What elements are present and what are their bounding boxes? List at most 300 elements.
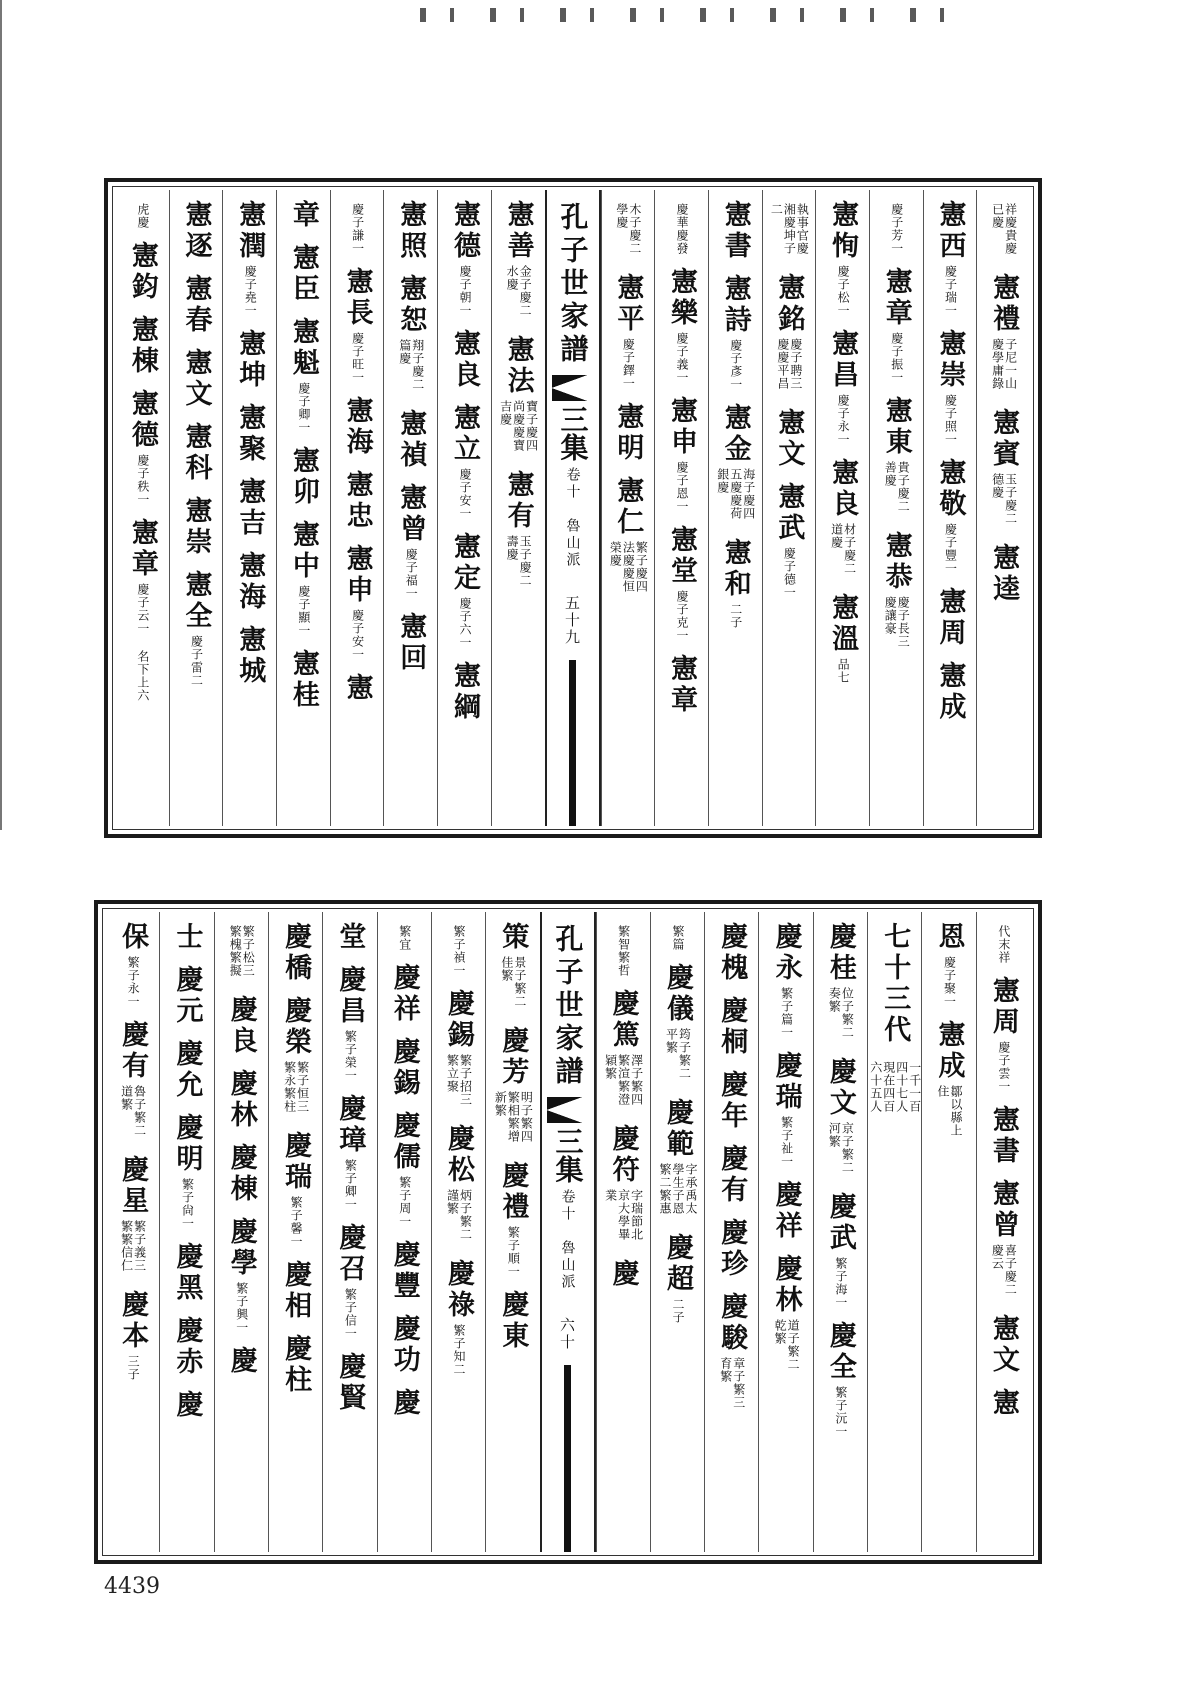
genealogy-entry	[612, 273, 644, 390]
descendant-note: 慶子長三慶讓豪	[883, 596, 911, 648]
descendant-note: 字瑞節北京大學畢業	[603, 1189, 644, 1241]
descendant-note: 明子繁四繁相繁增新繁	[493, 1091, 534, 1143]
genealogy-entry	[443, 1259, 475, 1376]
genealogy-entry	[770, 922, 802, 1039]
genealogy-entry	[351, 200, 364, 255]
person-name: 憲武	[773, 482, 805, 544]
person-name: 憲西	[934, 200, 966, 262]
person-name: 憲賓	[988, 408, 1020, 470]
descendant-note: 慶子恩一	[675, 461, 690, 513]
genealogy-entry	[117, 922, 149, 1008]
descendant-note: 金子慶二水慶	[505, 265, 533, 317]
genealogy-entry	[341, 470, 373, 532]
person-name: 憲逐	[180, 200, 212, 262]
descendant-note: 繁子海一	[833, 1257, 848, 1309]
person-name: 憲全	[180, 570, 212, 632]
fish-tail-mark-icon	[547, 1097, 589, 1123]
genealogy-entry	[234, 403, 266, 465]
descendant-note: 名下上六	[135, 650, 150, 702]
descendant-note: 繁子禎一	[452, 925, 467, 977]
person-name: 慶橋	[280, 922, 312, 984]
descendant-note: 慶子鐸一	[621, 338, 636, 390]
person-name: 慶	[171, 1390, 203, 1421]
genealogy-entry	[334, 1094, 366, 1211]
descendant-note: 繁篇	[670, 925, 685, 951]
genealogy-entry	[117, 1020, 149, 1143]
person-name: 憲禎	[395, 409, 427, 471]
person-name: 憲有	[502, 470, 534, 532]
descendant-note: 執事官慶湘慶坤子二	[769, 203, 810, 255]
genealogy-entry	[770, 1254, 802, 1377]
descendant-note: 筠子繁二平繁	[664, 1028, 692, 1080]
section-label: 卷十 魯山派	[564, 467, 581, 569]
genealogy-entry	[388, 1388, 420, 1419]
person-name: 慶良	[225, 995, 257, 1057]
top-right-col-8	[601, 190, 655, 826]
descendant-note: 慶子聚一	[942, 956, 957, 1008]
person-name: 保	[117, 922, 149, 953]
person-name: 憲海	[341, 396, 373, 458]
genealogy-entry	[225, 1069, 257, 1131]
descendant-note: 慶子豐一	[943, 523, 958, 575]
genealogy-entry	[136, 200, 149, 229]
genealogy-entry	[280, 996, 312, 1119]
descendant-note: 繁子祉一	[779, 1116, 794, 1168]
genealogy-entry	[341, 544, 373, 661]
person-name: 慶桂	[824, 922, 856, 984]
genealogy-entry	[126, 241, 158, 303]
genealogy-entry	[136, 647, 149, 702]
person-name: 憲文	[773, 408, 805, 470]
genealogy-entry	[287, 317, 319, 434]
person-name: 憲海	[234, 551, 266, 613]
person-name: 憲昌	[827, 329, 859, 391]
genealogy-entry	[773, 273, 805, 396]
descendant-note: 繁子周一	[397, 1176, 412, 1228]
descendant-note: 繁子義三繁繁信仁	[119, 1220, 147, 1272]
genealogy-entry	[615, 200, 641, 261]
person-name: 憲良	[448, 329, 480, 391]
descendant-note: 繁子順一	[506, 1226, 521, 1278]
genealogy-entry	[180, 348, 212, 410]
genealogy-entry	[934, 458, 966, 575]
genealogy-entry	[341, 267, 373, 384]
descendant-note: 子尼一山慶學庸錄	[990, 338, 1018, 390]
descendant-note: 慶子堯一	[243, 265, 258, 317]
genealogy-entry	[719, 538, 751, 629]
genealogy-entry	[934, 329, 966, 446]
genealogy-entry	[180, 274, 212, 336]
person-name: 慶祿	[443, 1259, 475, 1321]
top-right-col-6	[708, 190, 762, 826]
genealogy-entry	[398, 922, 411, 951]
genealogy-entry	[824, 1192, 856, 1309]
person-name: 憲曾	[987, 1179, 1019, 1241]
person-name: 憲卯	[287, 446, 319, 508]
bottom-right-col-5	[758, 912, 812, 1552]
genealogy-entry	[827, 329, 859, 446]
genealogy-entry	[448, 661, 480, 723]
descendant-note: 慶子義一	[675, 332, 690, 384]
person-name: 憲禮	[988, 273, 1020, 335]
descendant-note: 慶子振一	[889, 332, 904, 384]
genealogy-entry	[126, 315, 158, 377]
descendant-note: 慶子謙一	[350, 203, 365, 255]
descendant-note: 繁子慶四法慶慶恒榮慶	[608, 541, 649, 593]
bottom-right-col-6	[704, 912, 758, 1552]
top-right-col-4	[815, 190, 869, 826]
bottom-right-col-3	[867, 912, 921, 1552]
descendant-note: 慶子雲一	[996, 1041, 1011, 1093]
genealogy-entry	[225, 1346, 257, 1377]
genealogy-entry	[234, 551, 266, 613]
genealogy-page-59	[104, 178, 1042, 838]
genealogy-entry	[824, 1057, 856, 1180]
genealogy-entry	[497, 1290, 529, 1352]
person-name: 憲立	[448, 403, 480, 465]
scan-left-edge	[0, 0, 2, 830]
descendant-note: 慶子克一	[675, 590, 690, 642]
person-name: 憲城	[234, 625, 266, 687]
person-name: 憲良	[827, 458, 859, 520]
genealogy-entry	[661, 1233, 693, 1324]
person-name: 慶林	[770, 1254, 802, 1316]
descendant-note: 慶子福一	[404, 548, 419, 600]
genealogy-entry	[117, 1155, 149, 1278]
person-name: 憲定	[448, 532, 480, 594]
top-left-col-8	[116, 190, 169, 826]
genealogy-entry	[171, 965, 203, 1027]
person-name: 恩	[933, 922, 965, 953]
genealogy-entry	[502, 470, 534, 593]
descendant-note: 慶子六一	[457, 597, 472, 649]
genealogy-entry	[612, 402, 644, 464]
top-left-col-1	[491, 190, 545, 826]
person-name: 慶學	[225, 1217, 257, 1279]
genealogy-entry	[493, 1026, 532, 1149]
top-right-col-1	[976, 190, 1030, 826]
person-name: 憲鈞	[126, 241, 158, 303]
top-center-column	[545, 190, 601, 826]
genealogy-entry	[388, 963, 420, 1025]
descendant-note: 慶子卿一	[296, 382, 311, 434]
bottom-right-col-7	[650, 912, 704, 1552]
descendant-note: 慶子照一	[943, 394, 958, 446]
person-name: 章	[287, 200, 319, 231]
descendant-note: 字承禹太學生子恩繁二繁惠	[657, 1163, 698, 1215]
bottom-left-col-5	[268, 912, 322, 1552]
genealogy-entry	[180, 200, 212, 262]
genealogy-entry	[987, 1179, 1019, 1302]
genealogy-entry	[171, 922, 203, 953]
bottom-right-col-2	[921, 912, 975, 1552]
person-name: 憲書	[987, 1105, 1019, 1167]
genealogy-entry	[225, 1217, 257, 1334]
descendant-note: 二子	[728, 603, 743, 629]
person-name: 憲德	[448, 200, 480, 262]
person-name: 憲	[987, 1388, 1019, 1419]
descendant-note: 玉子慶二德慶	[990, 473, 1018, 525]
genealogy-entry	[448, 403, 480, 520]
genealogy-entry	[604, 989, 643, 1112]
person-name: 慶棟	[225, 1143, 257, 1205]
descendant-note: 慶子瑞一	[943, 265, 958, 317]
genealogy-entry	[987, 1388, 1019, 1419]
genealogy-entry	[934, 661, 966, 723]
genealogy-entry	[225, 995, 257, 1057]
genealogy-entry	[769, 200, 808, 261]
person-name: 憲魁	[287, 317, 319, 379]
descendant-note: 慶子聘三慶慶平昌	[775, 338, 803, 390]
genealogy-entry	[716, 403, 755, 526]
top-right-col-7	[654, 190, 708, 826]
descendant-note: 喜子慶二慶云	[990, 1244, 1018, 1296]
genealogy-entry	[880, 531, 912, 654]
person-name: 憲曾	[395, 483, 427, 545]
genealogy-entry	[171, 1316, 203, 1378]
person-name: 憲中	[287, 520, 319, 582]
genealogy-entry	[228, 922, 254, 983]
descendant-note: 翔子慶二篇慶	[397, 339, 425, 391]
person-name: 慶本	[117, 1290, 149, 1352]
genealogy-entry	[716, 1292, 748, 1415]
person-name: 憲德	[126, 389, 158, 451]
person-name: 慶賢	[334, 1352, 366, 1414]
person-name: 憲回	[395, 612, 427, 674]
person-name: 慶篤	[607, 989, 639, 1051]
top-scan-artifact	[420, 8, 960, 22]
genealogy-entry	[658, 1098, 697, 1221]
genealogy-entry	[287, 649, 319, 711]
person-name: 憲坤	[234, 329, 266, 391]
genealogy-entry	[666, 654, 698, 716]
genealogy-entry	[341, 673, 373, 704]
person-name: 憲吉	[234, 477, 266, 539]
genealogy-entry	[824, 922, 856, 1045]
bottom-left-col-2	[431, 912, 485, 1552]
bottom-left-col-1	[485, 912, 539, 1552]
descendant-note: 繁子興一	[234, 1282, 249, 1334]
section-label: 卷十 魯山派	[559, 1189, 576, 1291]
descendant-note: 繁子馨一	[289, 1196, 304, 1248]
genealogy-entry	[934, 587, 966, 649]
genealogy-entry	[770, 1051, 802, 1168]
bottom-right-col-4	[813, 912, 867, 1552]
descendant-note: 章子繁三育繁	[718, 1357, 746, 1409]
genealogy-entry	[280, 1131, 312, 1248]
descendant-note: 慶子永一	[836, 394, 851, 446]
person-name: 慶榮	[280, 996, 312, 1058]
genealogy-entry	[448, 532, 480, 649]
genealogy-entry	[666, 267, 698, 384]
person-name: 慶松	[443, 1124, 475, 1186]
person-name: 慶芳	[497, 1026, 529, 1088]
descendant-note: 繁子榮一	[343, 1030, 358, 1082]
person-name: 憲聚	[234, 403, 266, 465]
genealogy-entry	[234, 329, 266, 391]
person-name: 慶黑	[171, 1242, 203, 1304]
person-name: 慶召	[334, 1223, 366, 1285]
person-name: 憲金	[719, 403, 751, 465]
bottom-left-col-8	[106, 912, 159, 1552]
person-name: 慶有	[117, 1020, 149, 1082]
genealogy-entry	[171, 1390, 203, 1421]
person-name: 慶範	[661, 1098, 693, 1160]
genealogy-entry	[933, 922, 965, 1008]
descendant-note: 二子	[670, 1298, 685, 1324]
person-name: 憲平	[612, 273, 644, 335]
descendant-note: 繁子知二	[452, 1324, 467, 1376]
bottom-left-col-4	[322, 912, 376, 1552]
top-left-col-4	[330, 190, 384, 826]
genealogy-entry	[334, 922, 366, 953]
person-name: 憲文	[180, 348, 212, 410]
genealogy-entry	[934, 200, 966, 317]
descendant-note: 繁子沅一	[833, 1386, 848, 1438]
descendant-note: 繁子篇一	[779, 987, 794, 1039]
genealogy-entry	[988, 543, 1020, 605]
genealogy-entry	[991, 200, 1017, 261]
person-name: 憲棟	[126, 315, 158, 377]
person-name: 憲崇	[180, 496, 212, 558]
person-name: 慶	[388, 1388, 420, 1419]
descendant-note: 木子慶二學慶	[614, 203, 642, 255]
descendant-note: 虎慶	[135, 203, 150, 229]
genealogy-entry	[716, 1070, 748, 1132]
person-name: 慶錫	[388, 1037, 420, 1099]
descendant-note: 慶子德一	[782, 547, 797, 599]
person-name: 憲綱	[448, 661, 480, 723]
genealogy-entry	[395, 274, 427, 397]
genealogy-entry	[827, 593, 859, 684]
fish-tail-mark-icon	[552, 375, 594, 401]
genealogy-entry	[180, 496, 212, 558]
person-name: 慶桐	[716, 996, 748, 1058]
genealogy-entry	[770, 1180, 802, 1242]
descendant-note: 材子慶二道慶	[829, 523, 857, 575]
genealogy-entry	[225, 1143, 257, 1205]
genealogy-entry	[334, 1352, 366, 1414]
person-name: 策	[497, 922, 529, 953]
genealogy-entry	[280, 1260, 312, 1322]
descendant-note: 慶子彥一	[728, 339, 743, 391]
genealogy-entry	[117, 1290, 149, 1381]
person-name: 憲周	[987, 976, 1019, 1038]
person-name: 慶瑞	[280, 1131, 312, 1193]
bottom-right-col-8	[596, 912, 650, 1552]
person-name: 慶	[607, 1259, 639, 1290]
genealogy-entry	[716, 1144, 748, 1206]
descendant-note: 魯子繁二道繁	[119, 1085, 147, 1137]
person-name: 憲章	[126, 518, 158, 580]
person-name: 憲文	[987, 1314, 1019, 1376]
genealogy-entry	[716, 922, 748, 984]
genealogy-entry	[497, 1161, 529, 1278]
person-name: 憲周	[934, 587, 966, 649]
person-name: 憲照	[395, 200, 427, 262]
descendant-note: 代末祥	[996, 925, 1011, 964]
genealogy-entry	[827, 200, 859, 317]
person-name: 慶年	[716, 1070, 748, 1132]
genealogy-entry	[334, 965, 366, 1082]
top-left-col-6	[222, 190, 276, 826]
descendant-note: 祥慶貴慶已慶	[990, 203, 1018, 255]
genealogy-entry	[234, 625, 266, 687]
genealogy-page-60	[94, 900, 1042, 1564]
bottom-center-column	[540, 912, 596, 1552]
descendant-note: 繁子卿一	[343, 1159, 358, 1211]
genealogy-entry	[880, 396, 912, 519]
bottom-left-col-7	[159, 912, 213, 1552]
genealogy-entry	[341, 396, 373, 458]
descendant-note: 慶子安一	[457, 468, 472, 520]
bottom-left-col-6	[214, 912, 268, 1552]
person-name: 憲東	[880, 396, 912, 458]
volume-label: 三集	[551, 1127, 585, 1183]
person-name: 憲崇	[934, 329, 966, 391]
person-name: 慶儒	[388, 1111, 420, 1173]
genealogy-entry	[180, 570, 212, 687]
descendant-note: 慶子云一	[135, 583, 150, 635]
page-number: 4439	[104, 1574, 160, 1599]
descendant-note: 慶子顯一	[296, 585, 311, 637]
descendant-note: 慶華慶發	[675, 203, 690, 255]
genealogy-entry	[448, 329, 480, 391]
top-left-col-7	[169, 190, 223, 826]
person-name: 慶祥	[388, 963, 420, 1025]
person-name: 慶昌	[334, 965, 366, 1027]
bottom-left-col-3	[377, 912, 431, 1552]
person-name: 慶東	[497, 1290, 529, 1352]
book-title: 孔子世家譜	[551, 924, 585, 1089]
person-name: 憲逵	[988, 543, 1020, 605]
genealogy-entry	[126, 518, 158, 635]
descendant-note: 慶子松一	[836, 265, 851, 317]
descendant-note: 繁子松三繁槐繁擬	[228, 925, 256, 977]
person-name: 堂	[334, 922, 366, 953]
person-name: 慶明	[171, 1113, 203, 1175]
genealogy-entry	[502, 200, 534, 323]
person-name: 憲法	[502, 335, 534, 397]
person-name: 慶祥	[770, 1180, 802, 1242]
genealogy-entry	[666, 525, 698, 642]
person-name: 憲堂	[666, 525, 698, 587]
person-name: 慶駿	[716, 1292, 748, 1354]
top-left-col-3	[383, 190, 437, 826]
person-name: 七十三代	[879, 922, 911, 1046]
genealogy-entry	[497, 922, 529, 1014]
descendant-note: 海子慶四五慶慶荷銀慶	[715, 468, 756, 520]
descendant-note: 慶子旺一	[350, 332, 365, 384]
genealogy-entry	[499, 335, 538, 458]
person-name: 憲桂	[287, 649, 319, 711]
genealogy-entry	[666, 396, 698, 513]
person-name: 憲敬	[934, 458, 966, 520]
genealogy-entry	[388, 1111, 420, 1228]
person-name: 慶槐	[716, 922, 748, 984]
genealogy-entry	[287, 446, 319, 508]
person-name: 憲恂	[827, 200, 859, 262]
genealogy-entry	[126, 389, 158, 506]
genealogy-entry	[719, 200, 751, 262]
person-name: 慶功	[388, 1314, 420, 1376]
genealogy-entry	[868, 1058, 922, 1126]
person-name: 士	[171, 922, 203, 953]
person-name: 慶有	[716, 1144, 748, 1206]
person-name: 慶超	[661, 1233, 693, 1295]
descendant-note: 鄒以縣上住	[936, 1085, 964, 1137]
descendant-note: 一千一百四十七人 現在四百六十五人	[868, 1061, 922, 1126]
